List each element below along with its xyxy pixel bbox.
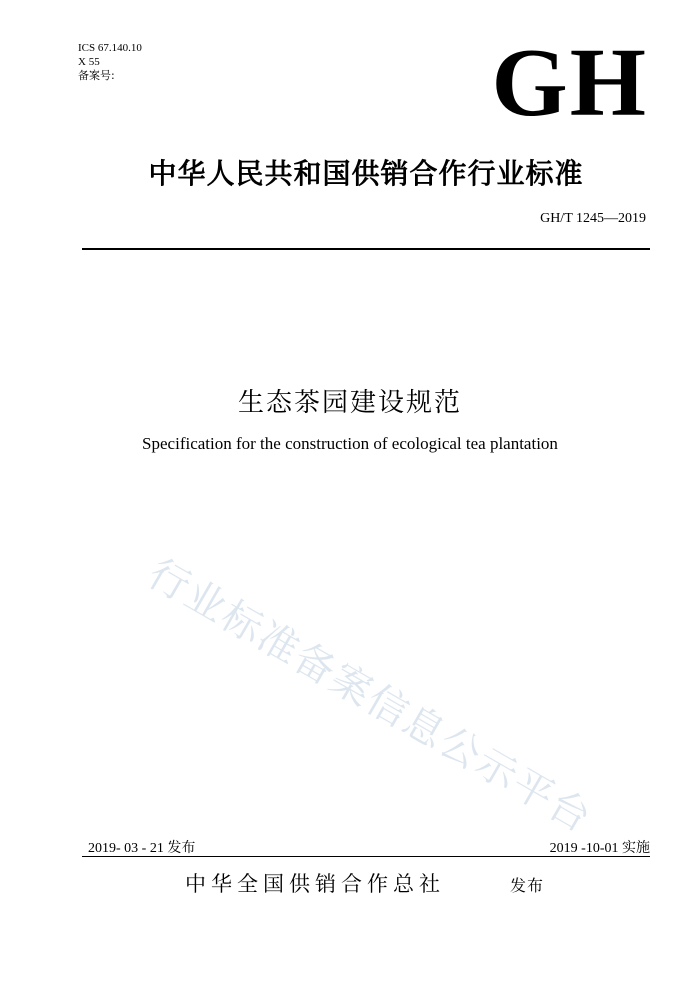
gh-logo: GH: [491, 29, 648, 137]
ics-code: ICS 67.140.10: [78, 42, 142, 54]
watermark: 行业标准备案信息公示平台: [140, 550, 600, 843]
publish-label: 发布: [510, 876, 545, 895]
top-divider: [82, 248, 650, 250]
bottom-divider: [82, 856, 650, 857]
implementation-date: 2019 -10-01 实施: [549, 841, 650, 856]
category-code: X 55: [78, 56, 100, 68]
standard-number: GH/T 1245—2019: [540, 211, 646, 226]
classification-codes: [78, 41, 142, 83]
filing-number-label: 备案号:: [78, 69, 115, 82]
document-title-chinese: 生态茶园建设规范: [237, 388, 462, 418]
standard-title: 中华人民共和国供销合作行业标准: [148, 157, 584, 190]
document-title-english: Specification for the construction of ecological tea plantation: [142, 434, 558, 453]
publisher-name: 中华全国供销合作总社: [185, 872, 445, 896]
issue-date: 2019- 03 - 21 发布: [88, 841, 196, 856]
